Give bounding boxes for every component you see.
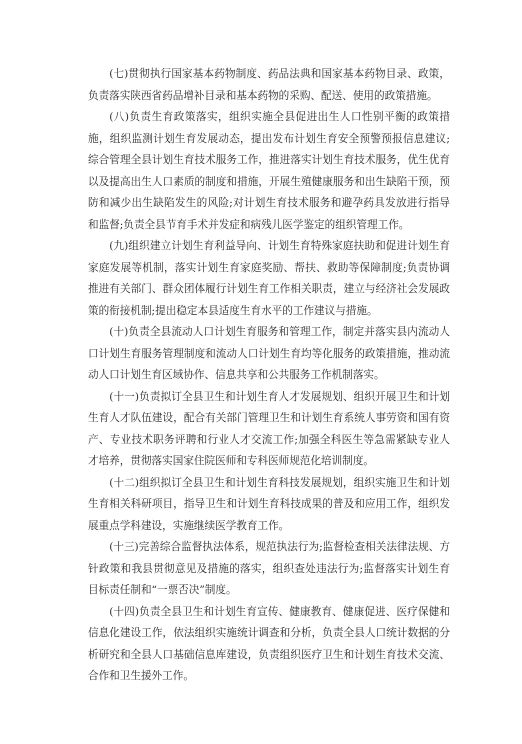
paragraph-12: (十二)组织拟订全县卫生和计划生育科技发展规划，组织实施卫生和计划生育相关科研项目，指导卫生和计划生育科技成果的普及和应用工作，组织发展重点学科建设，实施继续医学教育工作。 [88, 476, 450, 532]
paragraph-14: (十四)负责全县卫生和计划生育宣传、健康教育、健康促进、医疗保健和信息化建设工作，依法组织实施统计调查和分析，负责全县人口统计数据的分析研究和全县人口基础信息库建设，负责组织医疗卫生和计划生育技术交流、合作和卫生援外工作。 [88, 605, 450, 682]
paragraph-7: (七)贯彻执行国家基本药物制度、药品法典和国家基本药物目录、政策，负责落实陕西省药品增补目录和基本药物的采购、配送、使用的政策措施。 [88, 68, 450, 102]
paragraph-11: (十一)负责拟订全县卫生和计划生育人才发展规划、组织开展卫生和计划生育人才队伍建设，配合有关部门管理卫生和计划生育系统人事劳资和国有资产、专业技术职务评聘和行业人才交流工作;加强全科医生等急需紧缺专业人才培养，贯彻落实国家住院医师和专科医师规范化培训制度。 [88, 390, 450, 467]
paragraph-13: (十三)完善综合监督执法体系，规范执法行为;监督检查相关法律法规、方针政策和我县贯彻意见及措施的落实，组织查处违法行为;监督落实计划生育目标责任制和“一票否决”制度。 [88, 541, 450, 596]
paragraph-9: (九)组织建立计划生育利益导向、计划生育特殊家庭扶助和促进计划生育家庭发展等机制，落实计划生育家庭奖励、帮扶、救助等保障制度;负责协调推进有关部门、群众团体履行计划生育工作相关职责，建立与经济社会发展政策的衔接机制;提出稳定本县适度生育水平的工作建议与措施。 [88, 240, 450, 317]
paragraph-8: (八)负责生育政策落实，组织实施全县促进出生人口性别平衡的政策措施，组织监测计划生育发展动态，提出发布计划生育安全预警预报信息建议;综合管理全县计划生育技术服务工作，推进落实计划生育技术服务，优生优育以及提高出生人口素质的制度和措施，开展生殖健康服务和出生缺陷干预，预防和减少出生缺陷发生的风险;对计划生育技术服务和避孕药具发放进行指导和监督;负责全县节育手术并发症和病残儿医学鉴定的组织管理工作。 [88, 111, 450, 231]
paragraph-10: (十)负责全县流动人口计划生育服务和管理工作，制定并落实县内流动人口计划生育服务管理制度和流动人口计划生育均等化服务的政策措施，推动流动人口计划生育区域协作、信息共享和公共服务工作机制落实。 [88, 326, 450, 381]
document-body [88, 64, 450, 688]
